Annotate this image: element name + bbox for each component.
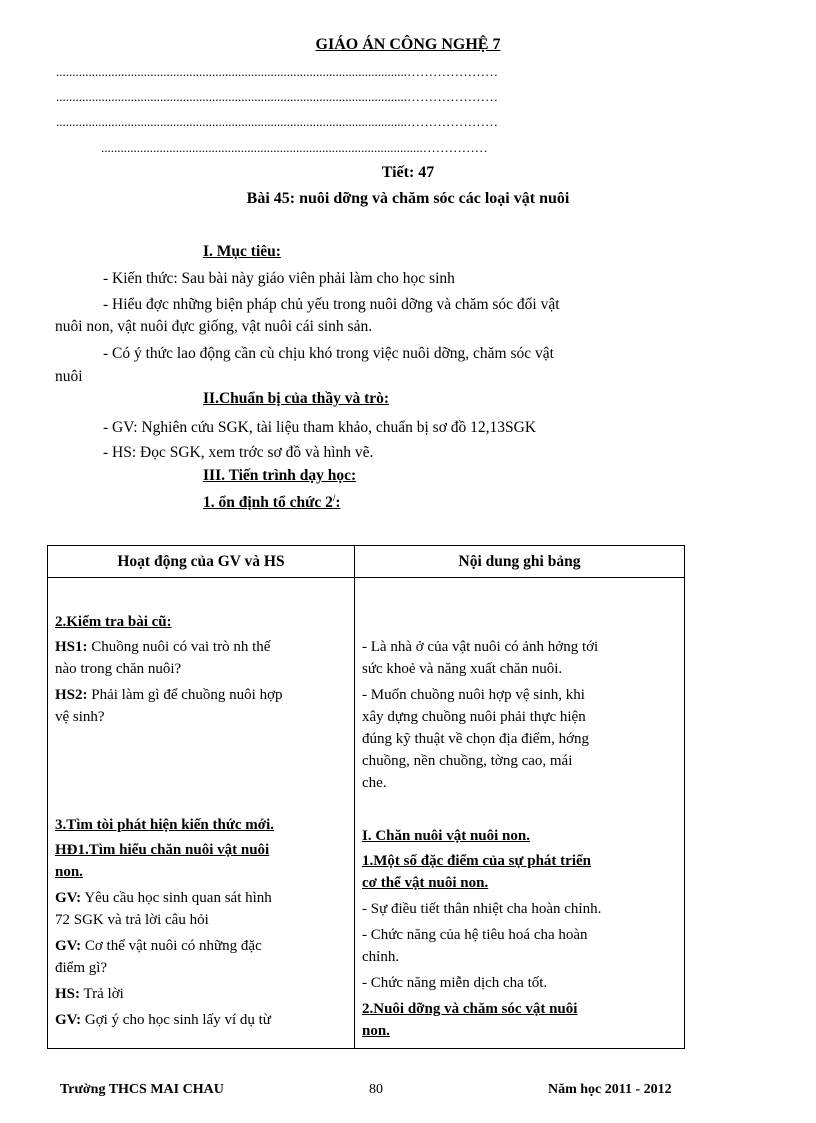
subsection-2-heading-cont: non. <box>362 1023 390 1039</box>
table-header: Hoạt động của GV và HS <box>48 546 355 578</box>
hs1-question-cont: nào trong chăn nuôi? <box>55 661 182 677</box>
section-1-heading: I. Chăn nuôi vật nuôi non. <box>362 828 530 844</box>
objective-item: nuôi <box>55 368 83 385</box>
footer-page-number: 80 <box>369 1082 383 1097</box>
answer-2: - Muốn chuồng nuôi hợp vệ sinh, khi <box>362 687 585 703</box>
objective-item: - Hiểu đợc những biện pháp chủ yếu trong nuôi dỡng và chăm sóc đối vật <box>103 296 560 313</box>
answer-2-cont: đúng kỹ thuật về chọn địa điểm, hớng <box>362 731 590 747</box>
gv3-hint: GV: Gợi ý cho học sinh lấy ví dụ từ <box>55 1012 271 1028</box>
preparation-item: - GV: Nghiên cứu SGK, tài liệu tham khảo, chuẩn bị sơ đồ 12,13SGK <box>103 419 537 436</box>
preparation-item: - HS: Đọc SGK, xem trớc sơ đồ và hình vẽ. <box>103 444 374 461</box>
procedure-heading: III. Tiến trình dạy học: <box>203 467 357 484</box>
table-header: Nội dung ghi bảng <box>355 546 685 578</box>
activity-column <box>48 578 355 1049</box>
subsection-2-heading: 2.Nuôi dỡng và chăm sóc vật nuôi <box>362 1001 578 1017</box>
dotted-line: ...................................................................................................…………… <box>101 140 488 155</box>
objectives-heading: I. Mục tiêu: <box>203 243 281 260</box>
procedure-step-1: 1. ổn định tổ chức 2/: <box>203 493 341 512</box>
gv1-instruction: GV: Yêu cầu học sinh quan sát hình <box>55 890 272 906</box>
hs1-question: HS1: Chuồng nuôi có vai trò nh thế <box>55 639 271 655</box>
gv1-instruction-cont: 72 SGK và trả lời câu hỏi <box>55 912 209 928</box>
lesson-table <box>47 545 685 1049</box>
footer-school: Trường THCS MAI CHAU <box>60 1082 224 1097</box>
subsection-1-heading: 1.Một số đặc điểm của sự phát triển <box>362 853 591 869</box>
hd1-heading: HĐ1.Tìm hiểu chăn nuôi vật nuôi <box>55 842 270 858</box>
document-title: GIÁO ÁN CÔNG NGHỆ 7 <box>315 36 501 53</box>
content-column <box>355 578 685 1049</box>
dotted-line: ............................................................................................................………………… <box>56 64 498 79</box>
preparation-heading: II.Chuẩn bị của thầy và trò: <box>203 390 390 407</box>
feature-item-cont: chỉnh. <box>362 949 400 965</box>
feature-item: - Chức năng của hệ tiêu hoá cha hoàn <box>362 927 588 943</box>
new-knowledge-heading: 3.Tìm tòi phát hiện kiến thức mới. <box>55 817 274 833</box>
answer-2-cont: chuồng, nền chuồng, tờng cao, mái <box>362 753 573 769</box>
hs2-question: HS2: Phải làm gì để chuồng nuôi hợp <box>55 687 283 703</box>
hs2-question-cont: vệ sinh? <box>55 709 105 725</box>
answer-2-cont: che. <box>362 775 387 791</box>
feature-item: - Sự điều tiết thân nhiệt cha hoàn chỉnh. <box>362 901 602 917</box>
gv2-question: GV: Cơ thể vật nuôi có những đặc <box>55 938 262 954</box>
feature-item: - Chức năng miễn dịch cha tốt. <box>362 975 548 991</box>
dotted-line: ............................................................................................................………………… <box>56 89 498 104</box>
lesson-period: Tiết: 47 <box>381 164 435 181</box>
gv2-question-cont: điểm gì? <box>55 960 108 976</box>
subsection-1-heading-cont: cơ thể vật nuôi non. <box>362 875 489 891</box>
footer-school-year: Năm học 2011 - 2012 <box>548 1082 672 1097</box>
hd1-heading-cont: non. <box>55 864 83 880</box>
dotted-line: ............................................................................................................………………… <box>56 114 498 129</box>
answer-1: - Là nhà ở của vật nuôi có ảnh hởng tới <box>362 639 599 655</box>
hs-answer: HS: Trả lời <box>55 986 124 1002</box>
check-heading: 2.Kiểm tra bài cũ: <box>55 614 172 630</box>
lesson-title: Bài 45: nuôi dỡng và chăm sóc các loại vật nuôi <box>246 190 570 207</box>
objective-item: - Kiến thức: Sau bài này giáo viên phải làm cho học sinh <box>103 270 455 287</box>
objective-item: - Có ý thức lao động cần cù chịu khó trong việc nuôi dỡng, chăm sóc vật <box>103 345 554 362</box>
answer-2-cont: xây dựng chuồng nuôi phải thực hiện <box>362 709 586 725</box>
objective-item: nuôi non, vật nuôi đực giống, vật nuôi cái sinh sản. <box>55 318 373 335</box>
answer-1-cont: sức khoẻ và năng xuất chăn nuôi. <box>362 661 563 677</box>
